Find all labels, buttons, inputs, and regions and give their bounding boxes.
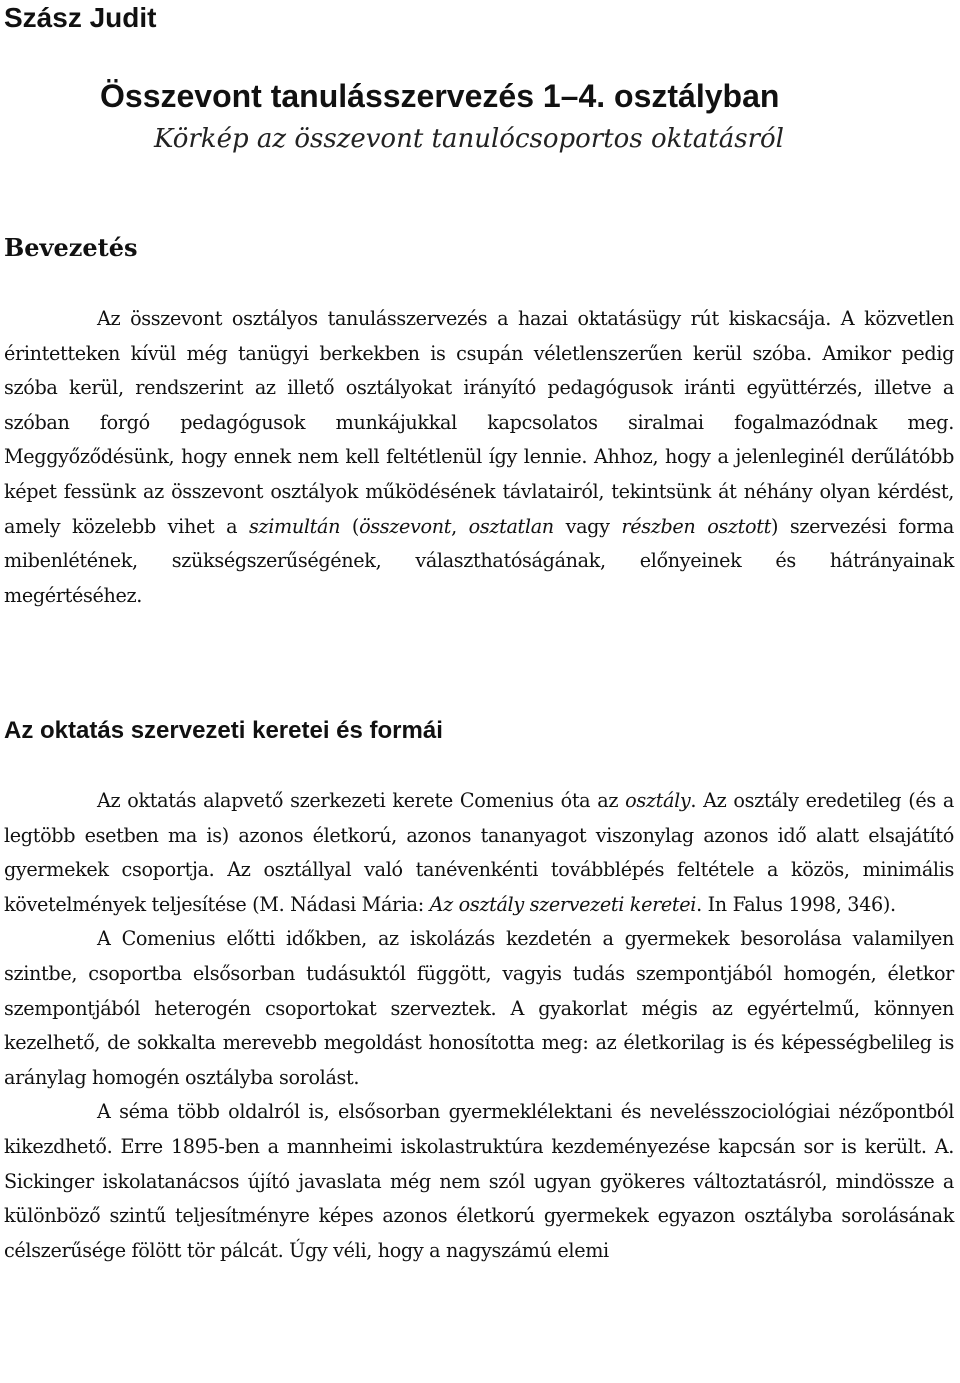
- section-paragraph-2: A Comenius előtti időkben, az iskolázás kezdetén a gyermekek besorolása valamilyen szintbe, csoportba elsősorban tudásuktól függött, vagyis tudás szempontjából homogén, életkor szempontjából heterogén csoportokat szerveztek. A gyakorlat mégis az egyértelmű, könnyen kezelhető, de sokkalta merevebb megoldást honosította meg: az életkorilag is és képességbelileg is aránylag homogén osztályba sorolást.: [4, 927, 954, 1089]
- intro-paragraph: [4, 302, 954, 613]
- section-body: [4, 784, 954, 1268]
- intro-text-e: ) szervezési forma mibenlétének, szükségszerűségének, választhatóságának, előnyeinek és hátrányainak megértéséhez.: [4, 514, 954, 607]
- author-name: Szász Judit: [4, 2, 157, 33]
- section-p1-italic-citation: Az osztály szervezeti keretei: [429, 892, 697, 916]
- section-paragraph-3: A séma több oldalról is, elsősorban gyermeklélektani és nevelésszociológiai nézőpontból kikezdhető. Erre 1895-ben a mannheimi iskolastruktúra kezdeményezése kapcsán sor is került. A. Sickinger iskolatanácsos újító javaslata még nem szól ugyan gyökeres változtatásról, mindössze a különböző szintű teljesítményre képes azonos életkorú gyermekek egyazon osztályba sorolásának célszerűsége fölött tör pálcát. Úgy véli, hogy a nagyszámú elemi: [4, 1100, 954, 1262]
- intro-text-a: Az összevont osztályos tanulásszervezés a hazai oktatásügy rút kiskacsája. A közvetlen érintetteken kívül még tanügyi berkekben is csupán véletlenszerűen kerül szóba. Amikor pedig szóba kerül, rendszerint az illető osztályokat irányító pedagógusok iránti együttérzés, illetve a szóban forgó pedagógusok munkájukkal kapcsolatos siralmai fogalmazódnak meg. Meggyőződésünk, hogy ennek nem kell feltétlenül így lennie. Ahhoz, hogy a jelenleginél derűlátóbb képet fessünk az összevont osztályok működésének távlatairól, tekintsünk át néhány olyan kérdést, amely közelebb vihet a: [4, 307, 954, 538]
- intro-italic-osztatlan: osztatlan: [468, 514, 554, 538]
- page-title: Összevont tanulásszervezés 1–4. osztályban: [100, 78, 780, 114]
- intro-body: [4, 302, 954, 613]
- section-p1-text-c: . In Falus 1998, 346).: [696, 892, 896, 916]
- section-paragraph-1: [4, 784, 954, 922]
- section-p1-text-a: Az oktatás alapvető szerkezeti kerete Comenius óta az: [97, 789, 626, 812]
- page-subtitle: Körkép az összevont tanulócsoportos oktatásról: [154, 124, 784, 154]
- section-heading: Az oktatás szervezeti keretei és formái: [4, 717, 443, 744]
- intro-italic-osszevont: összevont: [359, 514, 452, 538]
- intro-heading: Bevezetés: [4, 233, 138, 262]
- intro-text-d: vagy: [553, 514, 622, 538]
- intro-italic-reszben-osztott: részben osztott: [621, 514, 771, 538]
- intro-text-b: (: [340, 514, 360, 538]
- section-p1-text-b: . Az osztály eredetileg (és a legtöbb esetben ma is) azonos életkorú, azonos tananyagot viszonylag azonos idő alatt elsajátító gyermekek csoportja. Az osztállyal való tanévenkénti továbblépés feltétele a közös, minimális követelmények teljesítése (M. Nádasi Mária:: [4, 789, 954, 916]
- intro-text-c: ,: [451, 514, 469, 538]
- section-p1-italic-osztaly: osztály: [625, 789, 691, 812]
- intro-italic-szimultan: szimultán: [249, 514, 341, 538]
